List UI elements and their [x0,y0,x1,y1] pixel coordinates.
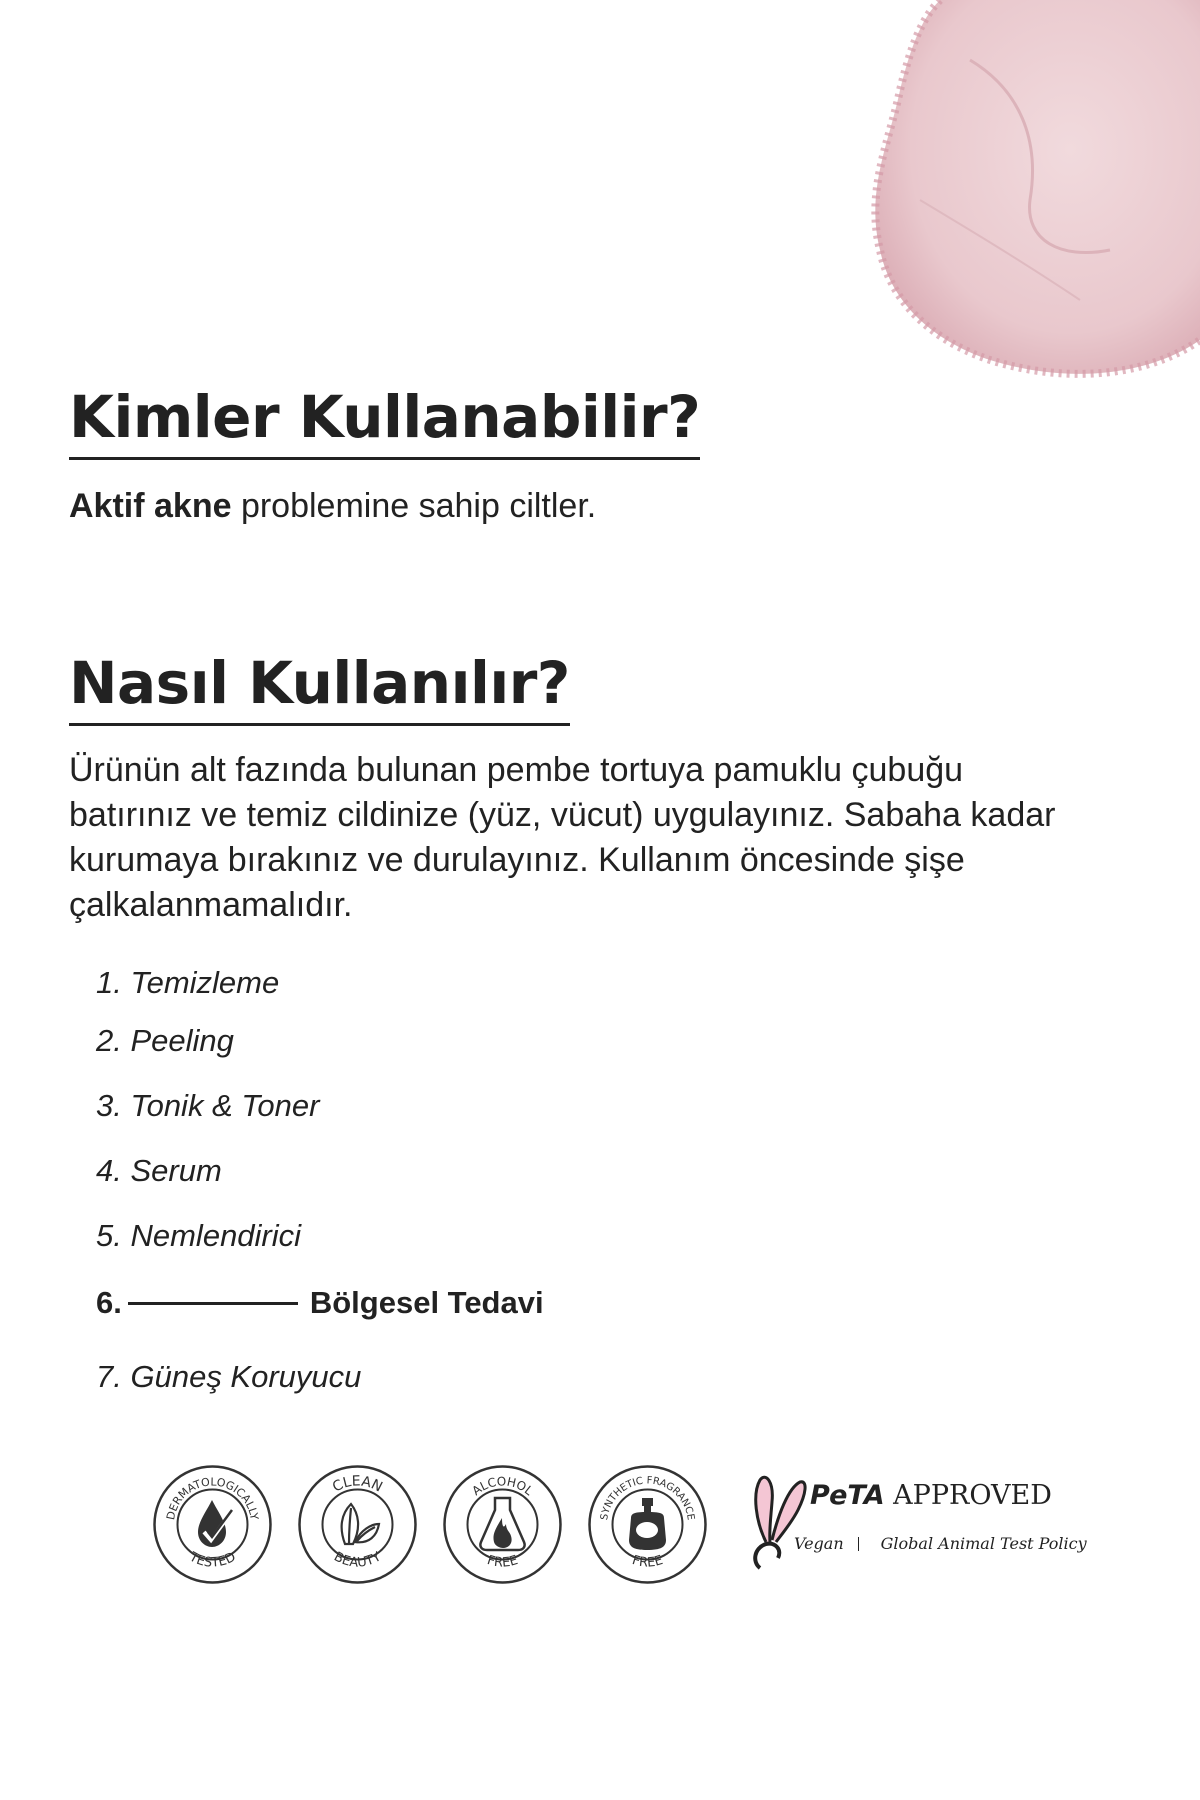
badge-bottom-text: FREE [485,1552,520,1571]
step-number: 2. [96,1023,122,1058]
who-can-use-title: Kimler Kullanabilir? [69,384,700,460]
peta-vegan: Vegan [794,1534,844,1553]
svg-text:BEAUTY [331,1549,384,1570]
badge-bottom-text: BEAUTY [331,1549,384,1571]
badge-top-text: DERMATOLOGICALLY [164,1475,261,1522]
badge-top-text: SYNTHETIC FRAGRANCE [599,1475,696,1522]
step-number: 1. [96,965,122,1000]
drop-check-icon [198,1500,232,1547]
step-label: Bölgesel Tedavi [309,1285,544,1320]
flame-flask-icon [480,1498,524,1550]
step-item [96,1218,301,1254]
peta-subtitle [794,1534,1087,1553]
step-pointer-line [128,1302,298,1305]
step-number: 4. [96,1153,122,1188]
svg-text:FREE [630,1553,665,1571]
badge-top-text: CLEAN [329,1473,385,1496]
step-label: Güneş Koruyucu [130,1359,362,1394]
step-item [96,1088,319,1124]
clean-beauty-badge [295,1462,420,1587]
step-item [96,965,279,1001]
peta-brand: PeTA [810,1480,885,1511]
pink-powder-swatch [820,0,1200,390]
peta-approved-text: APPROVED [884,1480,1052,1511]
leaf-icon [342,1504,379,1544]
step-label: Peeling [130,1023,234,1058]
perfume-bottle-icon [629,1498,666,1550]
peta-wordmark [810,1480,1052,1511]
step-label: Nemlendirici [130,1218,302,1253]
who-can-use-text [69,484,596,529]
step-item [96,1023,234,1059]
svg-text:ALCOHOL [469,1474,536,1498]
dermatologically-tested-badge [150,1462,275,1587]
svg-text:CLEAN [330,1473,385,1495]
step-item-highlighted [96,1285,544,1321]
step-label: Serum [130,1153,222,1188]
svg-text:FREE [485,1553,520,1571]
peta-approved-logo [748,1472,1087,1582]
svg-text:TESTED [186,1549,239,1571]
step-item [96,1153,222,1189]
bunny-icon [748,1472,808,1572]
peta-policy: Global Animal Test Policy [880,1534,1087,1553]
step-number: 3. [96,1088,122,1123]
who-rest: problemine sahip ciltler. [231,487,597,525]
step-number: 5. [96,1218,122,1253]
how-to-use-title: Nasıl Kullanılır? [69,650,570,726]
synthetic-fragrance-free-badge [585,1462,710,1587]
how-to-use-text: Ürünün alt fazında bulunan pembe tortuya pamuklu çubuğu batırınız ve temiz cildinize (yüz, vücut) uygulayınız. Sabaha kadar kurumaya bırakınız ve durulayınız. Kullanım öncesinde şişe çalkalanmamalıdır. [69,751,1056,924]
alcohol-free-badge [440,1462,565,1587]
badge-bottom-text: FREE [630,1552,665,1571]
step-label: Tonik & Toner [130,1088,320,1123]
step-number: 7. [96,1359,122,1394]
step-number: 6. [96,1285,122,1320]
who-bold: Aktif akne [69,487,232,525]
badge-bottom-text: TESTED [186,1549,239,1571]
step-item [96,1359,361,1395]
step-label: Temizleme [130,965,280,1000]
badge-top-text: ALCOHOL [469,1474,536,1499]
